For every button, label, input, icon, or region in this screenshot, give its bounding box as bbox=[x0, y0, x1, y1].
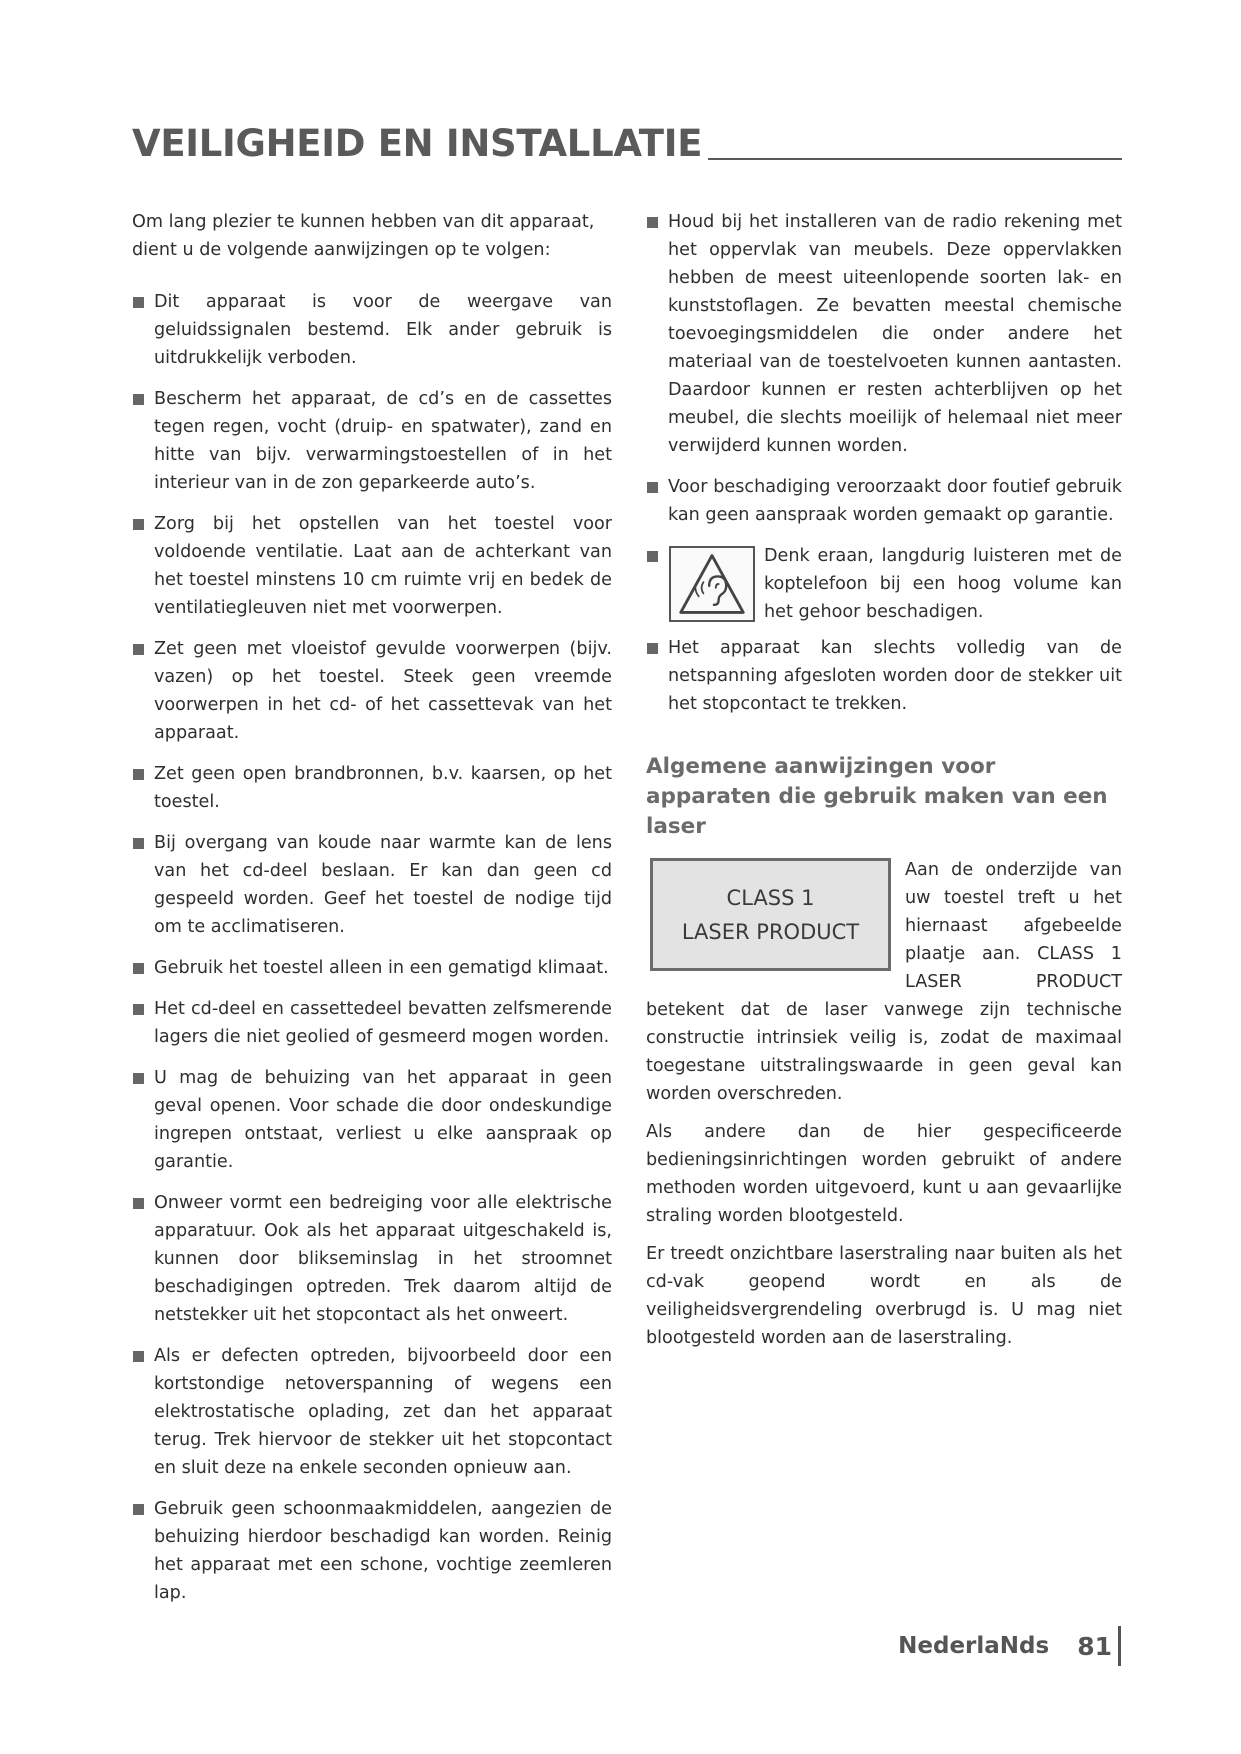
list-item: Bij overgang van koude naar warmte kan de lens van het cd-deel beslaan. Er kan dan geen cd gespeeld worden. Geef het toestel de nodige tijd om te acclimatiseren. bbox=[132, 829, 612, 941]
list-item: Voor beschadiging veroorzaakt door foutief gebruik kan geen aanspraak worden gemaakt op garantie. bbox=[646, 473, 1122, 529]
square-bullet-icon bbox=[647, 217, 658, 228]
page-title bbox=[132, 112, 1122, 165]
hearing-warning-icon bbox=[669, 546, 755, 622]
list-item: Bescherm het apparaat, de cd’s en de cassettes tegen regen, vocht (druip- en spatwater), zand en hitte van bijv. verwarmingstoestellen of in het interieur van in de zon geparkeerde auto’s. bbox=[132, 385, 612, 497]
square-bullet-icon bbox=[133, 1504, 144, 1515]
hearing-warning-text: Denk eraan, langdurig luisteren met de koptelefoon bij een hoog volume kan het gehoor beschadigen. bbox=[764, 546, 1122, 622]
laser-section bbox=[646, 856, 1122, 1108]
paragraph: Er treedt onzichtbare laserstraling naar buiten als het cd-vak geopend wordt en als de veiligheidsvergrendeling overbrugd is. U mag niet blootgesteld worden aan de laserstraling. bbox=[646, 1244, 1122, 1348]
intro-text: Om lang plezier te kunnen hebben van dit apparaat, dient u de volgende aanwijzingen op te volgen: bbox=[132, 212, 595, 260]
right-column bbox=[646, 208, 1122, 1362]
square-bullet-icon bbox=[133, 644, 144, 655]
list-item: Zet geen open brandbronnen, b.v. kaarsen, op het toestel. bbox=[132, 760, 612, 816]
paragraph: Als andere dan de hier gespecificeerde bedieningsinrichtingen worden gebruikt of andere methoden worden uitgevoerd, kunt u aan gevaarlijke straling worden blootgesteld. bbox=[646, 1122, 1122, 1226]
list-item: Gebruik het toestel alleen in een gematigd klimaat. bbox=[132, 954, 612, 982]
square-bullet-icon bbox=[133, 1351, 144, 1362]
list-item: Gebruik geen schoonmaakmiddelen, aangezien de behuizing hierdoor beschadigd kan worden. Reinig het apparaat met een schone, vochtige zeemleren lap. bbox=[132, 1495, 612, 1607]
square-bullet-icon bbox=[133, 1073, 144, 1084]
title-rule bbox=[708, 158, 1122, 160]
square-bullet-icon bbox=[647, 482, 658, 493]
square-bullet-icon bbox=[133, 297, 144, 308]
square-bullet-icon bbox=[647, 643, 658, 654]
square-bullet-icon bbox=[133, 1198, 144, 1209]
section-heading: Algemene aanwijzingen voor apparaten die gebruik maken van een laser bbox=[646, 754, 1108, 839]
page-footer bbox=[898, 1626, 1121, 1666]
square-bullet-icon bbox=[133, 1004, 144, 1015]
square-bullet-icon bbox=[647, 551, 658, 562]
page-title-text: VEILIGHEID EN INSTALLATIE bbox=[132, 122, 703, 165]
list-item: Zet geen met vloeistof gevulde voorwerpen (bijv. vazen) op het toestel. Steek geen vreemde voorwerpen in het cd- of het cassettevak van het apparaat. bbox=[132, 635, 612, 747]
left-column bbox=[132, 208, 612, 1620]
laser-label-line1: CLASS 1 bbox=[726, 885, 815, 910]
list-item: U mag de behuizing van het apparaat in geen geval openen. Voor schade die door ondeskundige ingrepen ontstaat, verliest u elke aanspraak op garantie. bbox=[132, 1064, 612, 1176]
footer-language: NederlaNds bbox=[898, 1633, 1050, 1659]
hearing-warning-item bbox=[646, 542, 1122, 628]
square-bullet-icon bbox=[133, 838, 144, 849]
laser-class-label bbox=[650, 858, 891, 971]
square-bullet-icon bbox=[133, 519, 144, 530]
laser-label-line2: LASER PRODUCT bbox=[681, 919, 860, 944]
footer-rule bbox=[1118, 1626, 1121, 1666]
page-number: 81 bbox=[1077, 1631, 1112, 1661]
list-item: Het apparaat kan slechts volledig van de netspanning afgesloten worden door de stekker uit het stopcontact te trekken. bbox=[646, 634, 1122, 718]
list-item: Als er defecten optreden, bijvoorbeeld door een kortstondige netoverspanning of wegens een elektrostatische oplading, zet dan het apparaat terug. Trek hiervoor de stekker uit het stopcontact en sluit deze na enkele seconden opnieuw aan. bbox=[132, 1342, 612, 1482]
list-item: Houd bij het installeren van de radio rekening met het oppervlak van meubels. Deze oppervlakken hebben de meest uiteenlopende soorten lak- en kunststoflagen. Ze bevatten meestal chemische toevoegingsmiddelen die onder andere het materiaal van de toestelvoeten kunnen aantasten. Daardoor kunnen er resten achterblijven op het meubel, die slechts moeilijk of helemaal niet meer verwijderd kunnen worden. bbox=[646, 208, 1122, 460]
laser-description: Aan de onderzijde van uw toestel treft u het hiernaast afgebeelde plaatje aan. CLASS 1 LASER PRODUCT betekent dat de laser vanwege zijn technische constructie intrinsiek veilig is, zodat de maximaal toegestane uitstralingswaarde in geen geval kan worden overschreden. bbox=[646, 860, 1122, 1104]
list-item: Dit apparaat is voor de weergave van geluidssignalen bestemd. Elk ander gebruik is uitdrukkelijk verboden. bbox=[132, 288, 612, 372]
square-bullet-icon bbox=[133, 769, 144, 780]
square-bullet-icon bbox=[133, 963, 144, 974]
list-item: Zorg bij het opstellen van het toestel voor voldoende ventilatie. Laat aan de achterkant van het toestel minstens 10 cm ruimte vrij en bedek de ventilatiegleuven niet met voorwerpen. bbox=[132, 510, 612, 622]
list-item: Het cd-deel en cassettedeel bevatten zelfsmerende lagers die niet geolied of gesmeerd mogen worden. bbox=[132, 995, 612, 1051]
square-bullet-icon bbox=[133, 394, 144, 405]
list-item: Onweer vormt een bedreiging voor alle elektrische apparatuur. Ook als het apparaat uitgeschakeld is, kunnen door blikseminslag in het stroomnet beschadigingen optreden. Trek daarom altijd de netstekker uit het stopcontact als het onweert. bbox=[132, 1189, 612, 1329]
